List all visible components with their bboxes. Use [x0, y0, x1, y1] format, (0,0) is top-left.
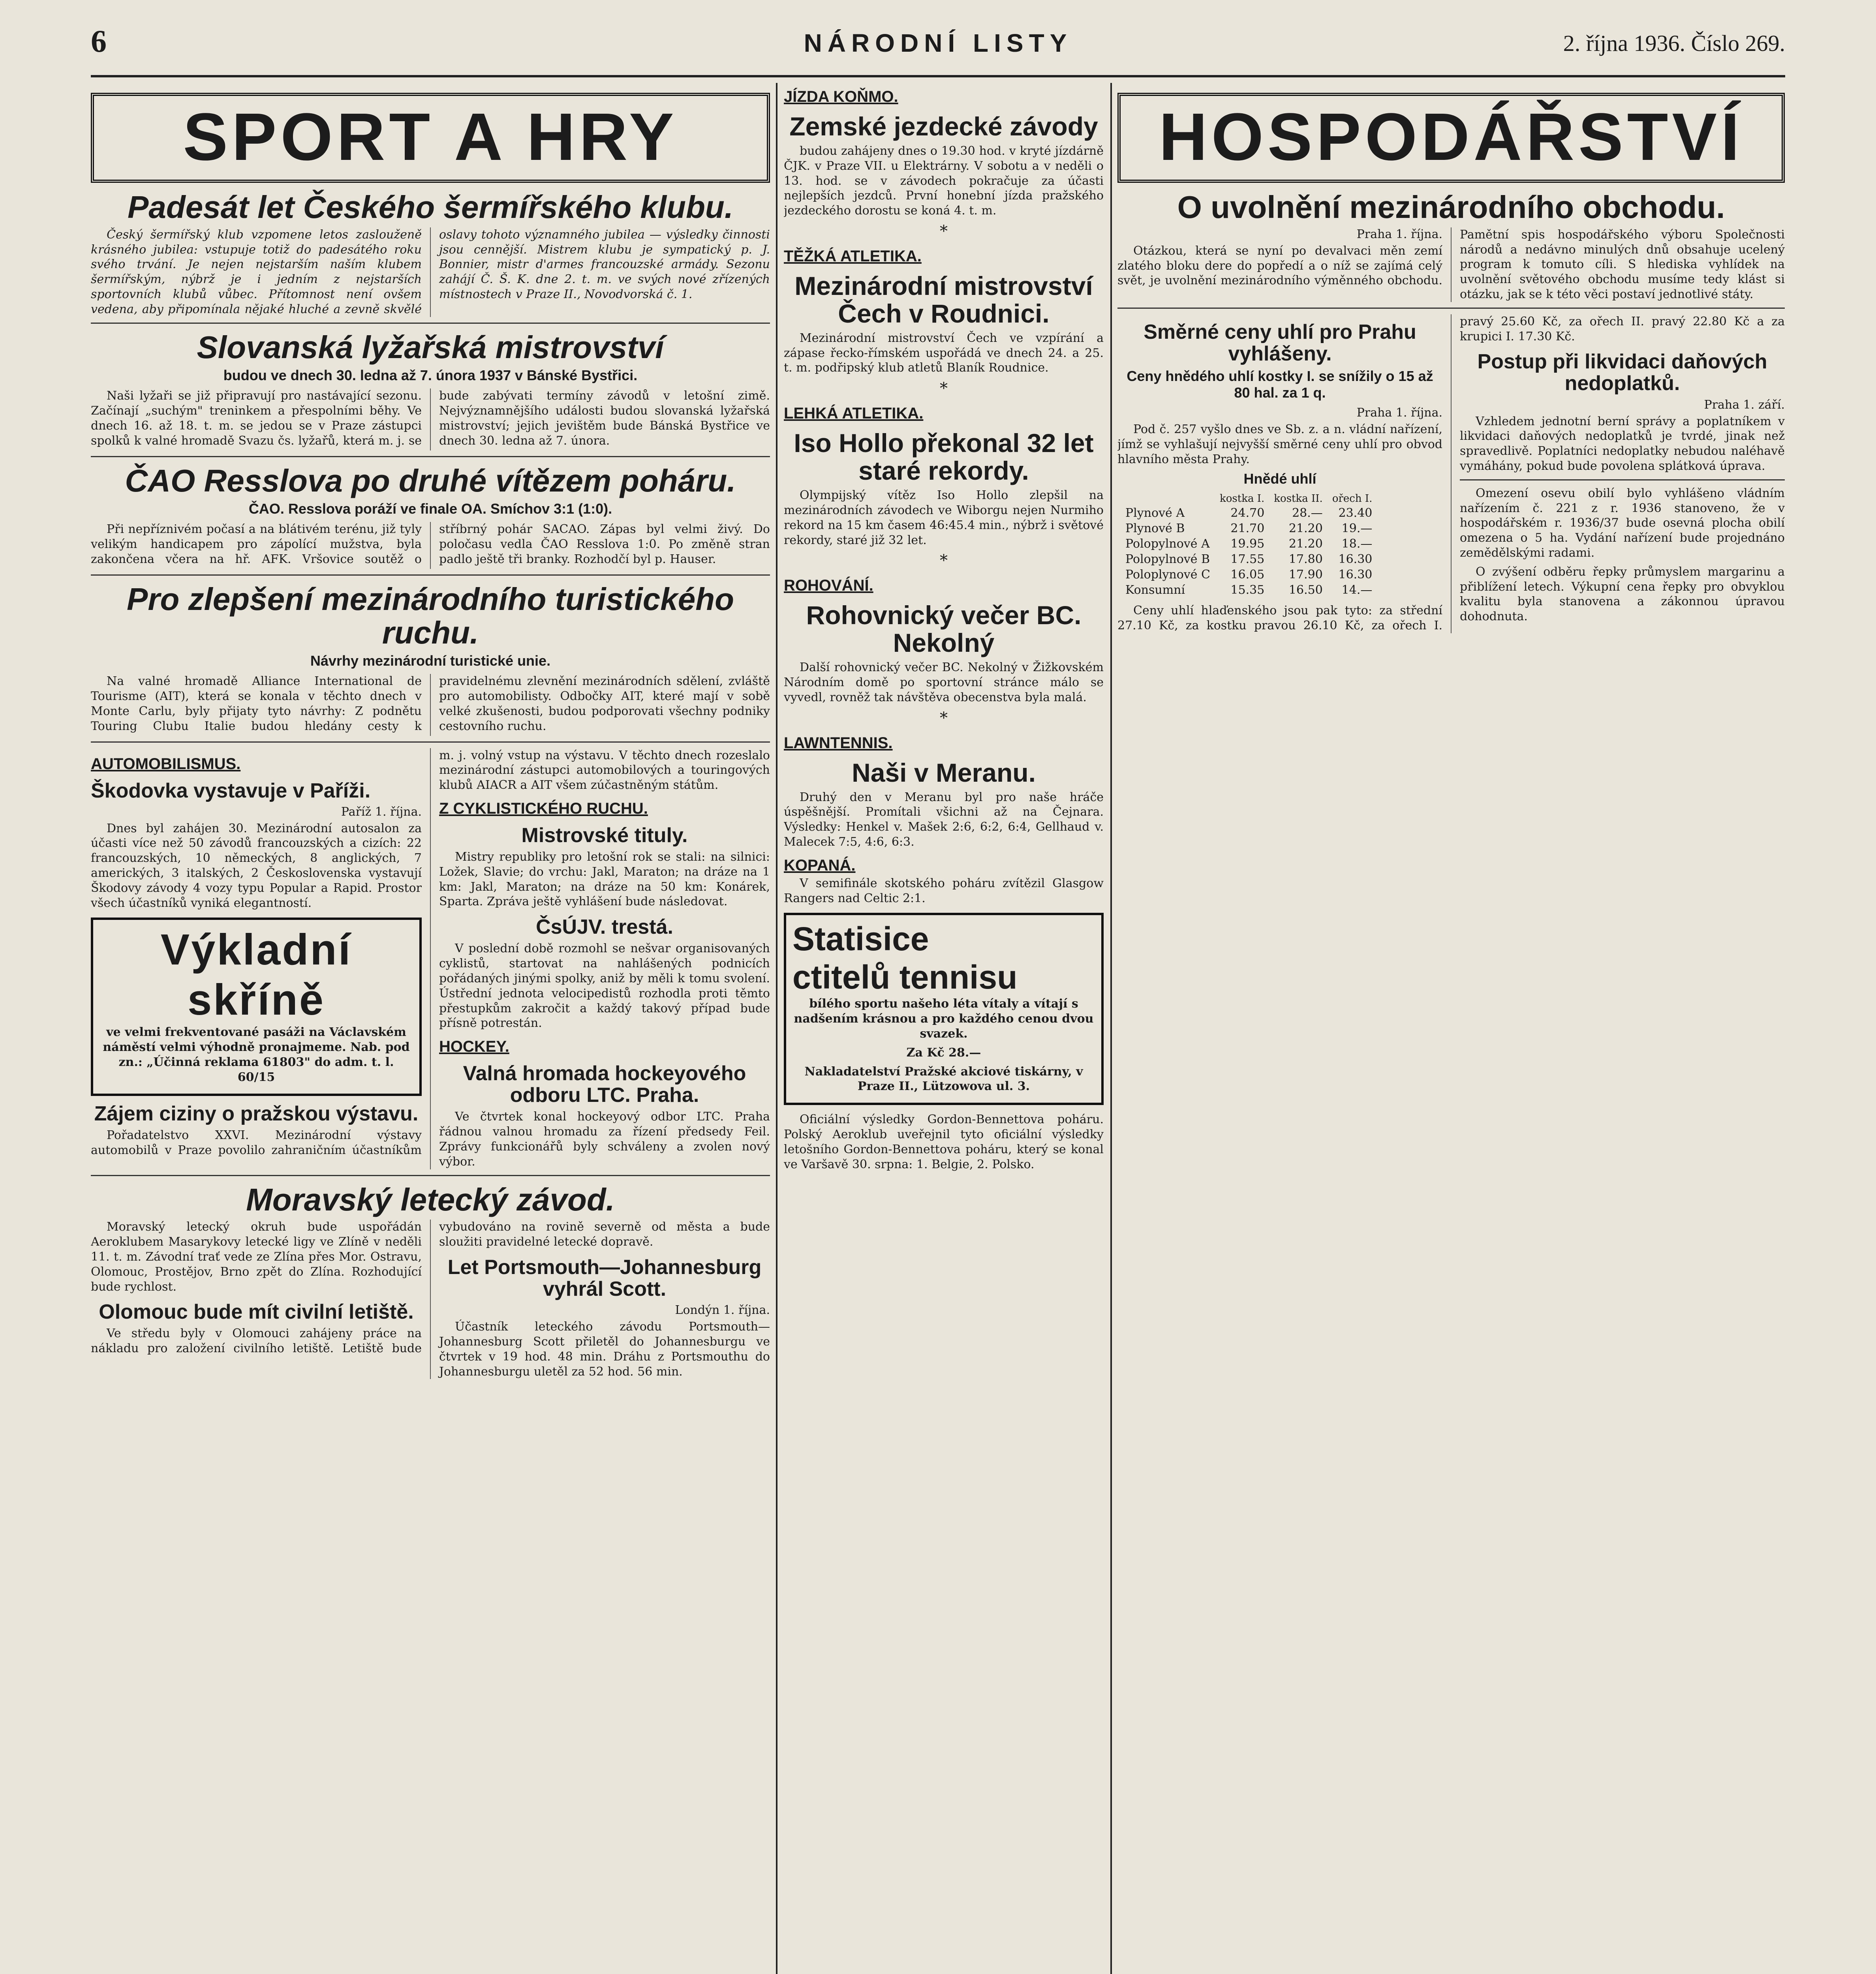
- csujv-text: V poslední době rozmohl se nešvar organisovaných cyklistů, startovat na nahlášených podnicích pořádaných jinými spolky, aniž by měli k tomu svolení. Ústřední jednota velocipedistů rozhodla proti těmto přestupkům zakročit a každý takový případ bude přísně potrestán.: [439, 942, 770, 1030]
- expo-headline: Zájem ciziny o pražskou výstavu.: [94, 1102, 419, 1125]
- tourism-text: Na valné hromadě Alliance International de Tourisme (AIT), která se konala v těchto dnech v Monte Carlu, byly přijaty tyto návrhy: Z podnětu Touring Clubu Italie budou hledány cesty k pravidelnému zlevnění mezinárodních sdělení, zvláště pro automobilisty. Odbočky AIT, které mají v sobě velké zkušenosti, budou podporovati všechny podniky cestovního ruchu.: [91, 674, 770, 733]
- trade-text: Otázkou, která se nyní po devalvaci měn zemí zlatého bloku dere do popředí a o níž se zajímá celý svět, je uvolnění mezinárodního výměnného obchodu. Pamětní spis hospodářského výboru Společnosti národů a nedávno minulých dnů obsahuje ucelený program k tomuto cíli. S hlediska vyhlídek na uvolnění světového obchodu musíme tedy klást si otázku, jak se k této věci postaví jednotlivé státy.: [1117, 227, 1785, 301]
- table-row: Plynové A 24.70 28.— 23.40: [1125, 506, 1373, 520]
- moravian-headline: Moravský letecký závod.: [246, 1182, 615, 1217]
- expo-text: Pořadatelstvo XXVI. Mezinárodní výstavy automobilů v Praze povolilo zahraničním účastníkům m. j. volný vstup na výstavu. V těchto dnech rozeslalo mezinárodní zástupci automobilových a touringových klubů AIACR a AIT všem zúčastněným státům.: [91, 748, 770, 1157]
- trade-place: Praha 1. října.: [1356, 227, 1442, 241]
- tennis-ad-title2: ctitelů tennisu: [792, 959, 1018, 996]
- coal-after-text: Ceny uhlí hlaďenského jsou pak tyto: za střední 27.10 Kč, za kostku pravou 26.10 Kč, za ořech I. pravý 25.60 Kč, za ořech II. pravý 22.80 Kč a za krupici I. 17.30 Kč.: [1117, 314, 1785, 633]
- coal-price-table: kostka I. kostka II. ořech I. Plynové A 24.70 28.— 23.40 Plynové B 21.70 21.20 19.— Polopylnové A 19.95 21.20 18.— Polopylnové B 17.55 17.80 16.30 Poloplynové C 16.05 17.90 16.30 Konsumní 15.35 16.50 14.—: [1125, 492, 1382, 598]
- sport-section-title: SPORT A HRY: [91, 93, 770, 183]
- hollo-category: LEHKÁ ATLETIKA.: [784, 405, 924, 422]
- column-divider: [1110, 83, 1112, 1974]
- hockey-headline: Valná hromada hockeyového odboru LTC. Praha.: [463, 1062, 746, 1107]
- cycling-text: Mistry republiky pro letošní rok se stali: na silnici: Ložek, Slavie; do vrchu: Jakl, Maraton; na dráze na 1 km: Jakl, Maraton; na dráze na 50 km: Konárek, Sparta. Zpráva ještě vyhlášení bude následovat.: [439, 850, 770, 909]
- table-row: Poloplynové C 16.05 17.90 16.30: [1125, 568, 1373, 582]
- moravian-text: Moravský letecký okruh bude uspořádán Aeroklubem Masarykovy letecké ligy ve Zlíně v neděli 11. t. m. Závodní trať vede ze Zlína přes Mor. Ostravu, Olomouc, Prostějov, Brno zpět do Zlína. Rozhodující bude rychlost.: [91, 1220, 422, 1294]
- masthead: [91, 16, 1785, 77]
- fencing-text: Český šermířský klub vzpomene letos zaslouženě krásného jubilea: vstupuje totiž do padesátého roku svého trvání. Je nejen nejstarším naším klubem šermířským, nýbrž je i jedním z nejstarších sportovních klubů vůbec. Přítomnost není ovšem vedena, aby připomínala nějaké hluché a zevně skvělé oslavy tohoto významného jubilea — výsledky činnosti jsou cennější. Mistrem klubu je sympatický p. J. Bonnier, mistr d'armes francouzské armády. Sezonu zahájí Č. Š. K. dne 2. t. m. ve svých nové zřízených místnostech v Praze II., Novodvorská č. 1.: [91, 227, 770, 316]
- ski-text: Naši lyžaři se již připravují pro nastávající sezonu. Začínají „suchým" treninkem a přespolními běhy. Ve dnech 16. až 18. t. m. se jedou se v Praze zástupci spolků k valné hromadě Svazu čs. lyžařů, která m. j. se bude zabývati termíny závodů v letošní zimě. Nejvýznamnějšího události budou slovanská lyžařská mistrovství; jejich jevištěm bude Bánská Bystřice ve dnech 30. ledna až 7. února.: [91, 389, 770, 448]
- showcase-title: Výkladní skříně: [160, 925, 352, 1025]
- auto-text: Dnes byl zahájen 30. Mezinárodní autosalon za účasti více než 50 závodů francouzských a cizích: 22 francouzských, 10 německých, 8 anglických, 7 amerických, 3 italských, 2 Československa vystavují Škodovy závody 4 vozy typu Popular a Rapid. Prostor všech účastníků vyniká elegantností.: [91, 821, 422, 910]
- liquidation-place: Praha 1. září.: [1704, 398, 1785, 412]
- cycling-headline: Mistrovské tituly.: [521, 824, 688, 847]
- hockey-category: HOCKEY.: [439, 1038, 509, 1056]
- coal-text: Pod č. 257 vyšlo dnes ve Sb. z. a n. vládní nařízení, jímž se vyhlašují nejvyšší směrné ceny uhlí pro obvod hlavního města Prahy.: [1117, 422, 1442, 466]
- portsmouth-headline: Let Portsmouth—Johannesburg vyhrál Scott.: [447, 1255, 762, 1301]
- coal-table-caption: Hnědé uhlí: [1243, 471, 1316, 487]
- cao-text: Při nepříznivém počasí a na blátivém terénu, již tyly velikým handicapem pro zápolící mužstva, byla zakončena včera na hř. AFK. Vršovice soutěž o stříbrný pohár SACAO. Zápas byl velmi živý. Do poločasu vedla ČAO Resslova 1:0. Po změně stran padlo ještě tři branky. Rozhodčí byl p. Hauser.: [91, 522, 770, 566]
- horses-text: budou zahájeny dnes o 19.30 hod. v kryté jízdárně ČJK. v Praze VII. u Elektrárny. V sobotu a v neděli o 13. hod. se v závodech pokračuje za účasti nejlepších jezdců. První honební jízda pražského jezdeckého dorostu se koná 4. t. m.: [784, 144, 1104, 218]
- paper-title: NÁRODNÍ LISTY: [804, 29, 1072, 57]
- tennis-ad-title1: Statisice: [792, 920, 929, 958]
- tennis-ad-footer: Nakladatelství Pražské akciové tiskárny, v Praze II., Lützowova ul. 3.: [804, 1064, 1083, 1094]
- ski-subtitle: budou ve dnech 30. ledna až 7. února 1937 v Bánské Bystřici.: [223, 367, 638, 384]
- showcase-ad: [91, 918, 422, 1096]
- hollo-text: Olympijský vítěz Iso Hollo zlepšil na mezinárodních závodech ve Wiborgu nejen Nurmiho rekord na 15 km časem 46:45.4 min., nýbrž i světové rekordy, staré již 32 let.: [784, 488, 1104, 547]
- csujv-headline: ČsÚJV. trestá.: [536, 916, 673, 939]
- sport-news-column: JÍZDA KOŇMO. Zemské jezdecké závody budou zahájeny dnes o 19.30 hod. v kryté jízdárně ČJK. v Praze VII. u Elektrárny. V sobotu a v neděli o 13. hod. se v závodech pokračuje za účasti nejlepších jezdců. První honební jízda pražského jezdeckého dorostu se koná 4. t. m. * TĚŽKÁ ATLETIKA. Mezinárodní mistrovství Čech v Roudnici. Mezinárodní mistrovství Čech ve vzpírání a zápase řecko-římském uspořádá ve dnech 24. a 25. t. m. podřipský klub atletů Blaník Roudnice. * LEHKÁ ATLETIKA. Iso Hollo překonal 32 let staré rekordy. Olympijský vítěz Iso Hollo zlepšil na mezinárodních závodech ve Wiborgu nejen Nurmiho rekord na 15 km časem 46:45.4 min., nýbrž i světové rekordy, staré již 32 let. * ROHOVÁNÍ. Rohovnický večer BC. Nekolný Další rohovnický večer BC. Nekolný v Žižkovském Národním domě po sportovní stránce málo se vyvedl, rovněž tak návštěva obecenstva byla malá. * LAWNTENNIS. Naši v Meranu. Druhý den v Meranu byl pro naše hráče úspěšnější. Promítali všichni až na Čejnara. Výsledky: Henkel v. Mašek 2:6, 6:2, 6:4, Gellhaud v. Malecek 7:5, 4:6, 6:3. KOPANÁ. V semifinále skotského poháru zvítězil Glasgow Rangers nad Celtic 2:1. Statisice ctitelů tennisu bílého sportu našeho léta vítaly a vítají s nadšením krásnou a pro každého cenou dvou svazek. Za Kč 28.— Nakladatelství Pražské akciové tiskárny, v Praze II., Lützowova ul. 3. Oficiální výsledky Gordon-Bennettova poháru. Polský Aeroklub uveřejnil tyto oficiální výsledky letošního Gordon-Bennettova poháru, který se konal ve Varšavě 30. srpna: 1. Belgie, 2. Polsko.: [784, 88, 1104, 1171]
- tennis-book-ad: [784, 913, 1104, 1105]
- tennis-category: LAWNTENNIS.: [784, 734, 893, 752]
- olomouc-text: Ve středu byly v Olomouci zahájeny práce na nákladu pro založení civilního letiště. Letiště bude vybudováno na rovině severně od města a bude sloužiti pravidelné letecké dopravě.: [91, 1220, 770, 1356]
- tennis-ad-price: Za Kč 28.—: [906, 1045, 981, 1060]
- athletics-headline: Mezinárodní mistrovství Čech v Roudnici.: [794, 271, 1093, 328]
- tennis-headline: Naši v Meranu.: [852, 758, 1036, 787]
- boxing-text: Další rohovnický večer BC. Nekolný v Žižkovském Národním domě po sportovní stránce málo se vyvedl, rovněž tak návštěva obecenstva byla malá.: [784, 661, 1104, 704]
- rapeseed-text: O zvýšení odběru řepky průmyslem margarinu a přiblížení letech. Výkupní cena řepky pro obvyklou kvalitu byla stanovena a zákonnou úpravou dohodnuta.: [1460, 565, 1785, 624]
- sport-column: [91, 81, 770, 1974]
- hockey-text: Ve čtvrtek konal hockeyový odbor LTC. Praha řádnou valnou hromadu za řízení předsedy Feil. Zprávy funkcionářů byly schváleny a zvolen nový výbor.: [439, 1110, 770, 1169]
- auto-category: AUTOMOBILISMUS.: [91, 755, 241, 773]
- hollo-headline: Iso Hollo překonal 32 let staré rekordy.: [794, 428, 1094, 486]
- coal-subtitle: Ceny hnědého uhlí kostky I. se snížily o 15 až 80 hal. za 1 q.: [1127, 368, 1433, 401]
- table-row: Polopylnové A 19.95 21.20 18.—: [1125, 537, 1373, 551]
- tennis-ad-text: bílého sportu našeho léta vítaly a vítají s nadšením krásnou a pro každého cenou dvou svazek.: [794, 997, 1094, 1041]
- cycling-category: Z CYKLISTICKÉHO RUCHU.: [439, 799, 648, 817]
- tennis-text: Druhý den v Meranu byl pro naše hráče úspěšnější. Promítali všichni až na Čejnara. Výsledky: Henkel v. Mašek 2:6, 6:2, 6:4, Gellhaud v. Malecek 7:5, 4:6, 6:3.: [784, 790, 1104, 849]
- ski-headline: Slovanská lyžařská mistrovství: [197, 329, 664, 365]
- liquidation-headline: Postup při likvidaci daňových nedoplatků.: [1477, 350, 1767, 395]
- boxing-category: ROHOVÁNÍ.: [784, 577, 873, 595]
- issue-date: 2. října 1936. Číslo 269.: [1563, 30, 1785, 56]
- boxing-headline: Rohovnický večer BC. Nekolný: [806, 600, 1082, 658]
- trade-headline: O uvolnění mezinárodního obchodu.: [1177, 190, 1725, 225]
- cao-subtitle: ČAO. Resslova poráží ve finale OA. Smíchov 3:1 (1:0).: [248, 501, 612, 517]
- table-row: Konsumní 15.35 16.50 14.—: [1125, 583, 1373, 597]
- football-category: KOPANÁ.: [784, 856, 856, 874]
- showcase-text: ve velmi frekventované pasáži na Václavském náměstí velmi výhodně pronajmeme. Nab. pod zn.: „Účinná reklama 61803" do adm. t. l. 60/15: [103, 1025, 410, 1084]
- table-row: Polopylnové B 17.55 17.80 16.30: [1125, 552, 1373, 567]
- portsmouth-place: Londýn 1. října.: [675, 1303, 770, 1317]
- coal-headline: Směrné ceny uhlí pro Prahu vyhlášeny.: [1144, 320, 1416, 365]
- auto-place: Paříž 1. října.: [341, 805, 422, 819]
- auto-headline: Škodovka vystavuje v Paříži.: [91, 779, 371, 802]
- fencing-headline: Padesát let Českého šermířského klubu.: [128, 190, 733, 225]
- gordon-text: Oficiální výsledky Gordon-Bennettova poháru. Polský Aeroklub uveřejnil tyto oficiální výsledky letošního Gordon-Bennettova poháru, který se konal ve Varšavě 30. srpna: 1. Belgie, 2. Polsko.: [784, 1113, 1104, 1171]
- column-divider: [776, 83, 777, 1974]
- page-number: 6: [91, 24, 107, 59]
- economy-section-title: HOSPODÁŘSTVÍ: [1117, 93, 1785, 183]
- horses-headline: Zemské jezdecké závody: [789, 112, 1098, 141]
- economy-column: [1117, 81, 1785, 1974]
- tourism-subtitle: Návrhy mezinárodní turistické unie.: [310, 653, 551, 669]
- horses-category: JÍZDA KOŇMO.: [784, 88, 898, 105]
- football-text: V semifinále skotského poháru zvítězil Glasgow Rangers nad Celtic 2:1.: [784, 876, 1104, 905]
- athletics-category: TĚŽKÁ ATLETIKA.: [784, 247, 922, 265]
- athletics-text: Mezinárodní mistrovství Čech ve vzpírání a zápase řecko-římském uspořádá ve dnech 24. a 25. t. m. podřipský klub atletů Blaník Roudnice.: [784, 331, 1104, 375]
- liquidation-text: Vzhledem jednotní berní správy a poplatníkem v likvidaci daňových nedoplatků je tvrdé, jinak než spravedlivě. Poplatníci nedoplatky nebudou naléhavě vymáhány, pokud bude povolena splátková úprava.: [1460, 414, 1785, 473]
- cao-headline: ČAO Resslova po druhé vítězem poháru.: [125, 463, 736, 498]
- sowing-text: Omezení osevu obilí bylo vyhlášeno vládním nařízením č. 221 z r. 1936 stanoveno, že v hospodářském r. 1936/37 bude osevná plocha obilí omezena o 5 ha. Vydání nařízení bude projednáno zemědělskými radami.: [1460, 486, 1785, 560]
- olomouc-headline: Olomouc bude mít civilní letiště.: [99, 1300, 414, 1324]
- tourism-headline: Pro zlepšení mezinárodního turistického ruchu.: [126, 581, 734, 650]
- portsmouth-text: Účastník leteckého závodu Portsmouth—Johannesburg Scott přiletěl do Johannesburgu ve čtvrtek v 19 hod. 48 min. Dráhu z Portsmouthu do Johannesburgu uletěl za 52 hod. 56 min.: [439, 1320, 770, 1379]
- coal-place: Praha 1. října.: [1356, 406, 1442, 420]
- table-row: Plynové B 21.70 21.20 19.—: [1125, 522, 1373, 536]
